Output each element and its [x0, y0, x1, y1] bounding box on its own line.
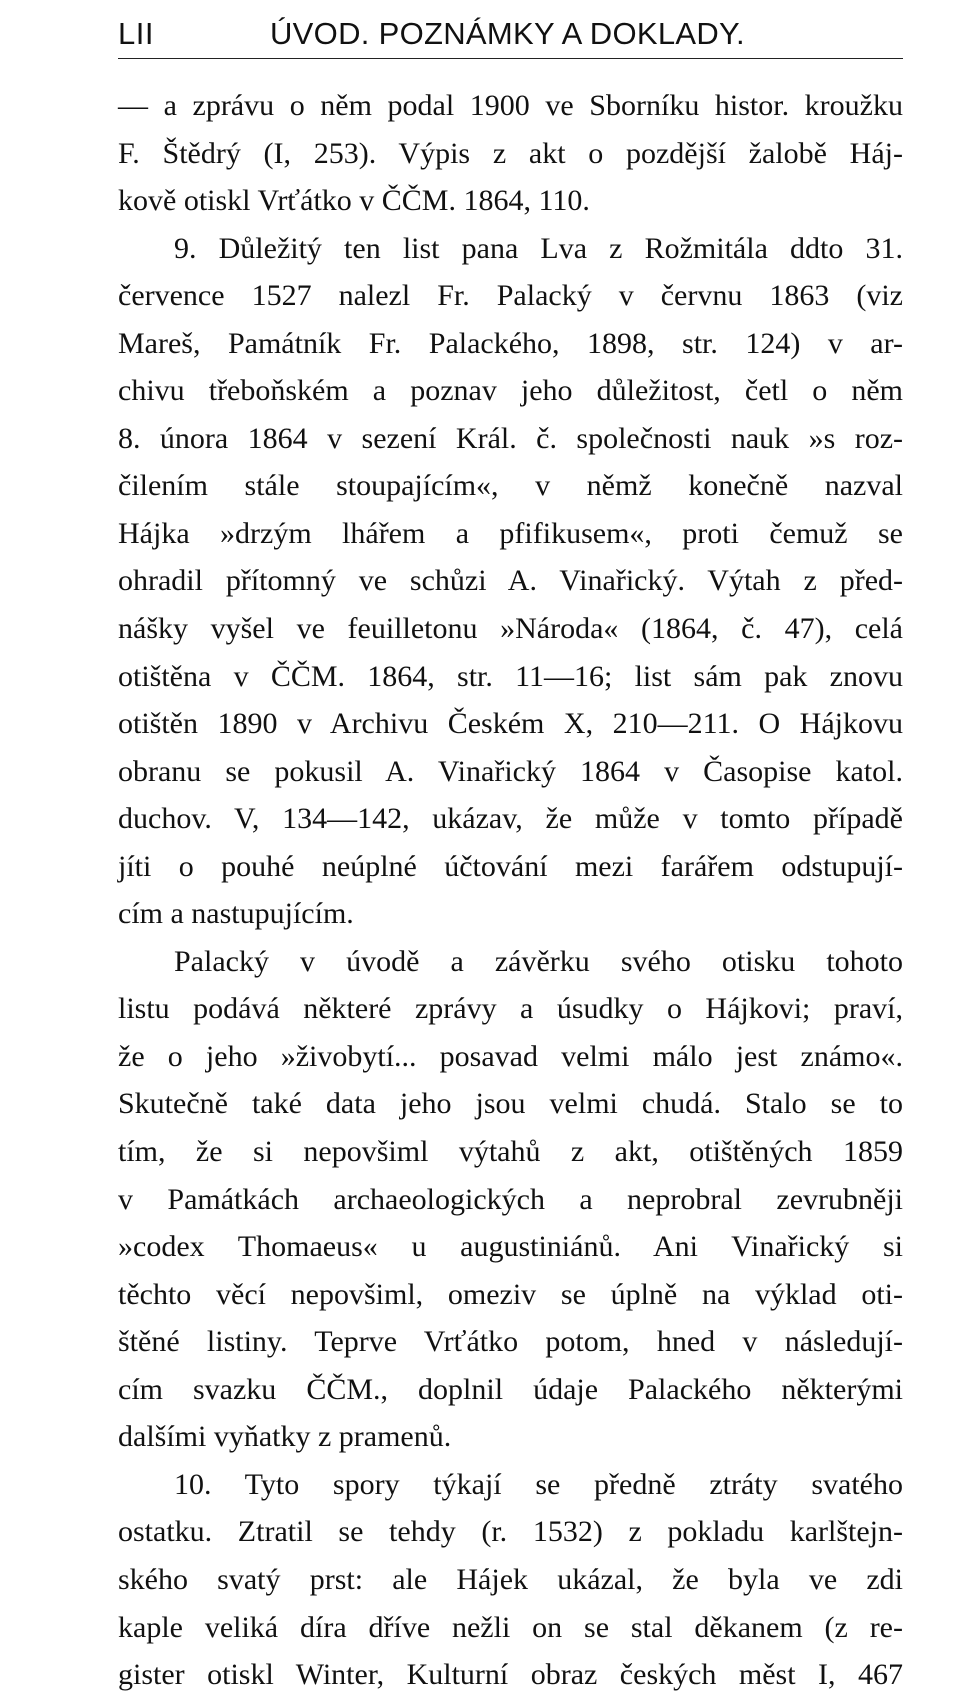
text-line: — a zprávu o něm podal 1900 ve Sborníku histor. kroužku	[118, 89, 903, 122]
text-line: 9. Důležitý ten list pana Lva z Rožmitála ddto 31.	[174, 231, 903, 265]
text-line: otištěn 1890 v Archivu Českém X, 210—211. O Hájkovu	[118, 707, 903, 741]
text-line: gister otiskl Winter, Kulturní obraz českých měst I, 467	[118, 1658, 903, 1692]
text-line: ostatku. Ztratil se tehdy (r. 1532) z pokladu karlštejn-	[118, 1515, 903, 1549]
text-line: otištěna v ČČM. 1864, str. 11—16; list sám pak znovu	[118, 659, 903, 693]
text-line: cím svazku ČČM., doplnil údaje Palackého některými	[118, 1372, 903, 1406]
text-line: 8. února 1864 v sezení Král. č. společnosti nauk »s roz-	[118, 421, 903, 455]
text-line: kově otiskl Vrťátko v ČČM. 1864, 110.	[118, 184, 590, 218]
body-text	[118, 82, 903, 1699]
text-line: »codex Thomaeus« u augustiniánů. Ani Vinařický si	[118, 1230, 903, 1264]
text-line: dalšími vyňatky z pramenů.	[118, 1420, 452, 1454]
page-header	[118, 14, 903, 59]
text-line: Mareš, Památník Fr. Palackého, 1898, str. 124) v ar-	[118, 326, 903, 360]
text-line: těchto věcí nepovšiml, omeziv se úplně na výklad oti-	[118, 1277, 903, 1311]
text-line: Hájka »drzým lhářem a pfifikusem«, proti čemuž se	[118, 516, 903, 550]
text-line: kaple veliká díra dříve nežli on se stal děkanem (z re-	[118, 1610, 903, 1644]
text-line: čilením stále stoupajícím«, v němž konečně nazval	[118, 469, 903, 503]
text-line: cím a nastupujícím.	[118, 897, 354, 931]
text-line: Palacký v úvodě a závěrku svého otisku tohoto	[174, 944, 903, 978]
text-line: listu podává některé zprávy a úsudky o Hájkovi; praví,	[118, 992, 903, 1026]
text-line: nášky vyšel ve feuilletonu »Národa« (1864, č. 47), celá	[118, 612, 903, 646]
text-line: 10. Tyto spory týkají se předně ztráty svatého	[174, 1467, 903, 1501]
text-line: v Památkách archaeologických a neprobral zevrubněji	[118, 1182, 903, 1216]
text-line: července 1527 nalezl Fr. Palacký v červnu 1863 (viz	[118, 279, 903, 313]
text-line: obranu se pokusil A. Vinařický 1864 v Časopise katol.	[118, 754, 903, 788]
text-line: chivu třeboňském a poznav jeho důležitost, četl o něm	[118, 374, 903, 408]
text-line: jíti o pouhé neúplné účtování mezi farářem odstupují-	[118, 849, 903, 883]
text-line: F. Štědrý (I, 253). Výpis z akt o pozdější žalobě Háj-	[118, 136, 903, 170]
text-line: ohradil přítomný ve schůzi A. Vinařický. Výtah z před-	[118, 564, 903, 598]
text-line: ského svatý prst: ale Hájek ukázal, že byla ve zdi	[118, 1562, 903, 1596]
page-number: LII	[118, 16, 154, 51]
text-line: že o jeho »živobytí... posavad velmi málo jest známo«.	[118, 1039, 903, 1073]
text-line: Skutečně také data jeho jsou velmi chudá. Stalo se to	[118, 1087, 903, 1121]
text-line: štěné listiny. Teprve Vrťátko potom, hned v následují-	[118, 1325, 903, 1359]
text-line: duchov. V, 134—142, ukázav, že může v tomto případě	[118, 802, 903, 836]
text-line: tím, že si nepovšiml výtahů z akt, otištěných 1859	[118, 1135, 903, 1169]
running-head: ÚVOD. POZNÁMKY A DOKLADY.	[270, 16, 745, 51]
